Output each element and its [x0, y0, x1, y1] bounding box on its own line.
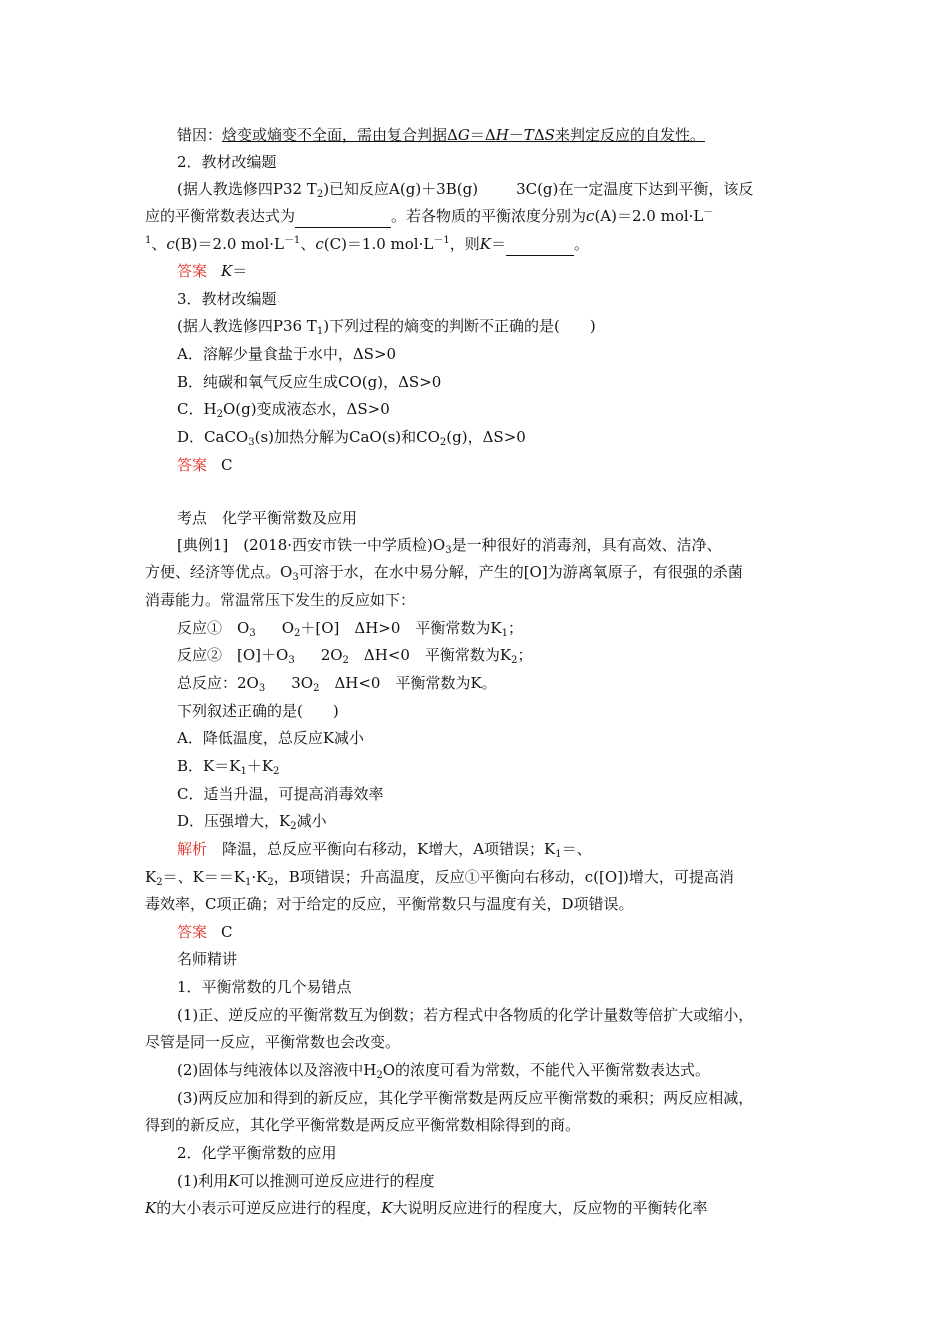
example-line2: 方便、经济等优点。$O_3$可溶于水，在水中易分解，产生的[O]为游离氧原子，有很强的杀菌 — [145, 563, 743, 583]
teacher-p1-line1: (1)正、逆反应的平衡常数互为倒数；若方程式中各物质的化学计量数等倍扩大或缩小， — [177, 1006, 754, 1024]
q2-stem-line3: $^1$、c(B)＝2.0 $mol\cdot L^{-1}$、c(C)＝1.0 $mol\cdot L^{-1}$，则K＝ 。 — [145, 233, 820, 256]
teacher-p1-line2: 尽管是同一反应，平衡常数也会改变。 — [145, 1033, 401, 1051]
answer-label: 答案 — [177, 456, 208, 474]
q3-heading: 3．教材改编题 — [177, 290, 277, 308]
analysis-line2: $K_2=$、$K==K_1\cdot K_2$，B项错误；升高温度，反应①平衡向右移动，c([O])增大，可提高消 — [145, 868, 734, 888]
answer-blank — [506, 233, 574, 256]
example-option-a: A．降低温度，总反应K减小 — [177, 729, 365, 747]
teacher-title: 名师精讲 — [177, 950, 238, 968]
error-note-label: 错因： — [177, 126, 223, 144]
example-ask: 下列叙述正确的是( ) — [177, 702, 339, 720]
teacher-p3-line2: 得到的新反应，其化学平衡常数是两反应平衡常数相除得到的商。 — [145, 1116, 581, 1134]
q3-stem: (据人教选修四P36 $T_1$)下列过程的熵变的判断不正确的是( ) — [177, 317, 596, 337]
example-line3: 消毒能力。常温常压下发生的反应如下： — [145, 591, 416, 609]
error-note-text: 焓变或熵变不全面，需由复合判据ΔG＝ΔH－TΔS来判定反应的自发性。 — [222, 126, 705, 144]
teacher-p3-line1: (3)两反应加和得到的新反应，其化学平衡常数是两反应平衡常数的乘积；两反应相减， — [177, 1089, 754, 1107]
teacher-p2: (2)固体与纯液体以及溶液中$H_2O$的浓度可看为常数，不能代入平衡常数表达式。 — [177, 1061, 711, 1081]
example-line1: [典例1] (2018·西安市铁一中学质检)$O_3$是一种很好的消毒剂，具有高效、洁净、 — [177, 536, 722, 556]
q3-option-b: B．纯碳和氧气反应生成CO(g)，ΔS>0 — [177, 373, 442, 391]
q3-option-c: C．$H_2O(g)$变成液态水，ΔS>0 — [177, 400, 390, 420]
answer-label: 答案 — [177, 262, 208, 280]
example-option-d: D．压强增大，$K_2$减小 — [177, 812, 327, 832]
q3-option-a: A．溶解少量食盐于水中，ΔS>0 — [177, 345, 397, 363]
example-answer: 答案 C — [177, 923, 233, 941]
q3-option-d: D．CaCO$_3$(s)加热分解为CaO(s)和$CO_2(g)$，ΔS>0 — [177, 428, 526, 448]
reaction-1: 反应① $O_3$ $O_2+[O]$ ΔH>0 平衡常数为$K_1$； — [177, 619, 523, 639]
q2-stem-line1: (据人教选修四P32 $T_2$)已知反应A(g)＋3B(g) 3C(g)在一定温度下达到平衡，该反 — [177, 180, 754, 200]
teacher-heading-2: 2．化学平衡常数的应用 — [177, 1144, 337, 1162]
analysis-line1: 解析 降温，总反应平衡向右移动，K增大，A项错误；$K_1=$、 — [177, 840, 592, 860]
analysis-label: 解析 — [177, 840, 208, 858]
q2-heading: 2．教材改编题 — [177, 153, 277, 171]
q2-stem-line2: 应的平衡常数表达式为 。若各物质的平衡浓度分别为c(A)＝2.0 mol·L－ — [145, 205, 820, 228]
reaction-total: 总反应：$2O_3$ $3O_2$ ΔH<0 平衡常数为K。 — [177, 674, 497, 694]
q3-answer: 答案 C — [177, 456, 233, 474]
example-option-b: B．$K=K_1+K_2$ — [177, 757, 280, 777]
example-option-c: C．适当升温，可提高消毒效率 — [177, 785, 384, 803]
section-title: 考点 化学平衡常数及应用 — [177, 509, 358, 527]
teacher-heading-1: 1．平衡常数的几个易错点 — [177, 978, 352, 996]
teacher-p5: K的大小表示可逆反应进行的程度，K大说明反应进行的程度大，反应物的平衡转化率 — [145, 1199, 708, 1217]
error-note — [177, 124, 852, 146]
q2-answer: 答案 K＝ — [177, 262, 248, 280]
reaction-2: 反应② $[O]+O_3$ $2O_2$ ΔH<0 平衡常数为$K_2$； — [177, 646, 533, 666]
answer-blank — [295, 205, 391, 228]
answer-label: 答案 — [177, 923, 208, 941]
analysis-line3: 毒效率，C项正确；对于给定的反应，平衡常数只与温度有关，D项错误。 — [145, 895, 634, 913]
teacher-p4: (1)利用K可以推测可逆反应进行的程度 — [177, 1172, 435, 1190]
